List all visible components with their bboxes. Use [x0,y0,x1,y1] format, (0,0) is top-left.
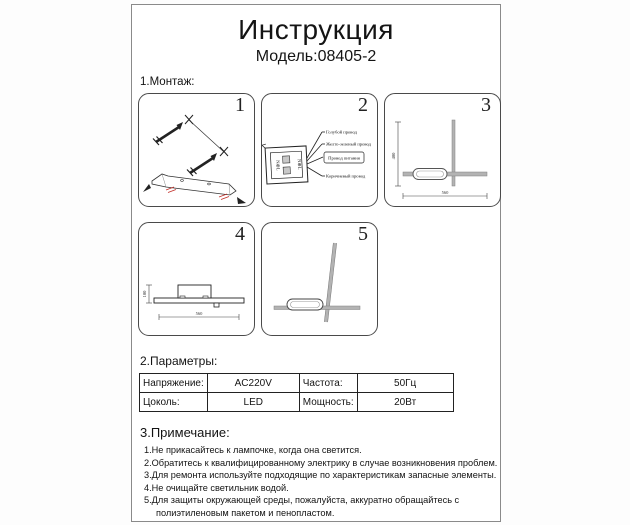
param-label: Частота: [299,374,357,393]
lamp-capsule [287,299,323,310]
wire-label-power: Провод питания [328,155,360,161]
wire-label-blue: Голубой провод [326,129,357,135]
driver-box [262,142,308,184]
page-border [131,4,501,522]
screw-icon [153,122,183,145]
param-label: Мощность: [299,393,357,412]
param-label: Напряжение: [140,374,208,393]
note-item: 1.Не прикасайтесь к лампочке, когда она светится. [144,445,362,455]
lamp-capsule [413,169,447,180]
note-item: 2.Обратитесь к квалифицированному электрику в случае возникновения проблем. [144,457,498,468]
lamp-bar-side [154,298,244,303]
section-heading-notes: 3.Примечание: [140,425,230,440]
ceiling-line [189,120,224,152]
height-dimension-value: 400 [391,152,396,160]
diagram-3-dimensions-front [384,93,501,207]
param-label: Цоколь: [140,393,208,412]
direction-arrow-icon [143,184,151,192]
rod-socket [214,303,219,307]
width-dimension-value: 560 [195,311,203,316]
width-dimension-value: 560 [441,190,449,195]
parameters-table [139,373,454,412]
screw-icon [187,153,217,176]
note-item: 4.Не очищайте светильник водой. [144,482,289,493]
mount-foot [203,296,208,298]
lamp-rod-tilted [326,243,335,322]
mounting-bracket-illustration [152,174,236,195]
model-number: Модель:08405-2 [255,48,377,65]
anchor-cross-icon [185,115,193,124]
wire-label-brown: Коричневый провод [326,173,366,179]
diagram-5-assembled [261,222,378,336]
note-item: 5.Для защиты окружающей среды, пожалуйста, аккуратно обращайтесь с полиэтиленовым пакетом и пенопластом. [144,495,460,518]
mount-foot [180,296,185,298]
table-row [140,374,454,393]
diagram-number: 4 [235,223,245,245]
section-heading-montage: 1.Монтаж: [140,76,195,88]
terminal-label: N⊕L [274,160,280,171]
param-value: 50Гц [357,374,453,393]
wires [307,132,325,176]
notes-list [144,444,498,520]
note-item: 3.Для ремонта используйте подходящие по характеристикам запасные элементы. [144,470,497,481]
param-value: LED [207,393,299,412]
terminal-label: N⊕L [295,159,302,170]
diagram-1-mounting [138,93,255,207]
page-title: Инструкция [238,14,394,45]
diagram-4-dimensions-side [138,222,255,336]
diagram-number: 1 [235,94,245,116]
param-value: AC220V [207,374,299,393]
diagram-2-wiring [261,93,378,207]
param-value: 20Вт [357,393,453,412]
height-dimension-value: 100 [142,290,147,298]
diagram-number: 5 [358,223,368,245]
wire-label-yellow-green: Желто-зеленый провод [326,141,372,147]
diagram-number: 2 [358,94,368,116]
anchor-cross-icon [220,147,228,156]
section-heading-params: 2.Параметры: [140,354,218,368]
direction-arrow-icon [237,197,246,204]
table-row [140,393,454,412]
diagram-number: 3 [481,94,491,116]
